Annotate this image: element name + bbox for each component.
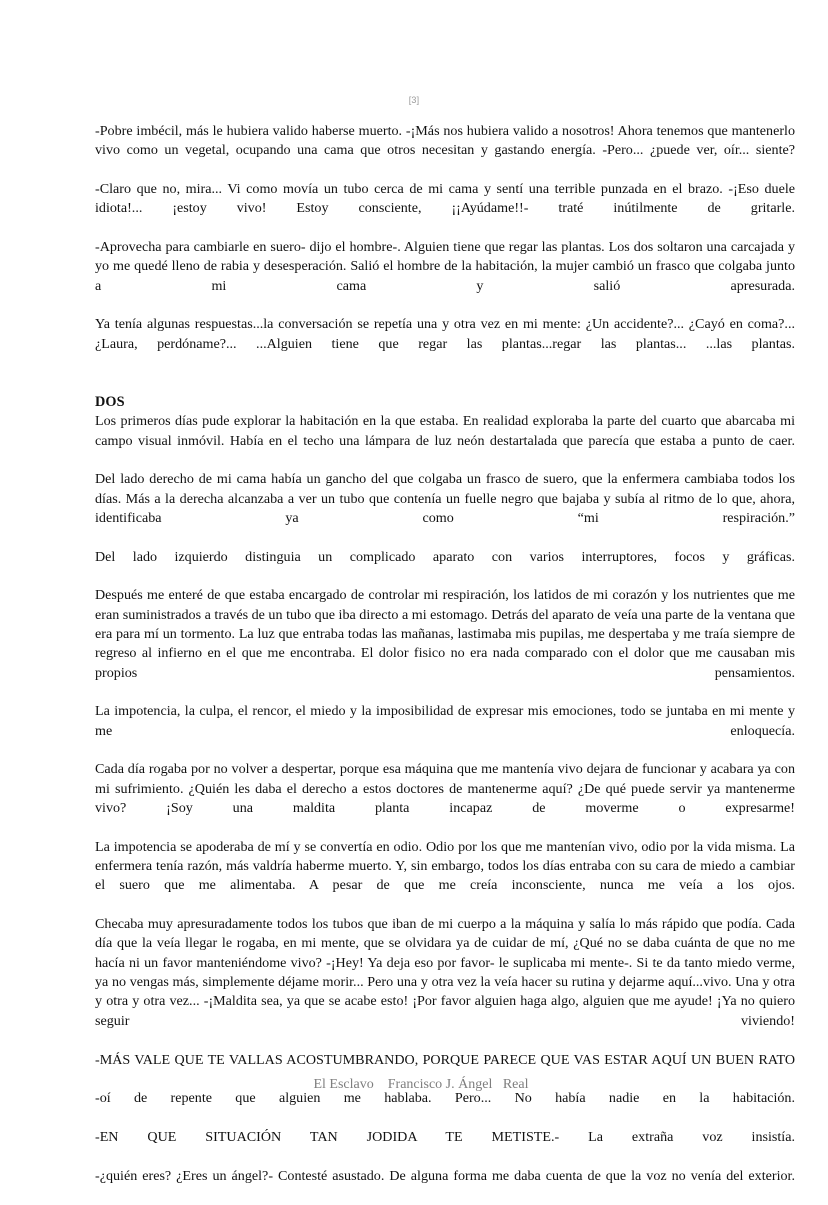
section-heading-dos: DOS xyxy=(95,393,125,410)
body-text-column xyxy=(95,122,795,1205)
paragraph: Ya tenía algunas respuestas...la conversación se repetía una y otra vez en mi mente: ¿Un accidente?... ¿Cayó en coma?... ¿Laura, perdóname?... ...Alguien tiene que regar las plantas...regar las plantas... ...las plantas. xyxy=(95,316,795,352)
paragraph: -¿quién eres? ¿Eres un ángel?- Contesté asustado. De alguna forma me daba cuenta de que la voz no venía del exterior. xyxy=(95,1167,795,1184)
paragraph: Checaba muy apresuradamente todos los tubos que iban de mi cuerpo a la máquina y salía lo más rápido que podía. Cada día que la veía llegar le rogaba, en mi mente, que se olvidara ya de cuidar de mí, ¿Qué no se daba cuánta de que no me hacía ni un favor manteniéndome vivo? -¡Hey! Ya deja eso por favor- le suplicaba mi mente-. Si te da tanto miedo verme, ya no vengas más, simplemente déjame morir... Pero una y otra vez la veía hacer su rutina y dejarme aquí...vivo. Una y otra y otra y otra vez... -¡Maldita sea, ya que se acabe esto! ¡Por favor alguien haga algo, alguien que me ayude! ¡Ya no quiero seguir viviendo! xyxy=(95,916,795,1029)
footer-text: El Esclavo Francisco J. Ángel Real xyxy=(313,1077,529,1092)
paragraph: -oí de repente que alguien me hablaba. Pero... No había nadie en la habitación. xyxy=(95,1090,795,1107)
paragraph: Los primeros días pude explorar la habitación en la que estaba. En realidad exploraba la parte del cuarto que abarcaba mi campo visual inmóvil. Había en el techo una lámpara de luz neón destartalada que parecía que estaba a punto de caer. xyxy=(95,413,795,449)
paragraph: La impotencia se apoderaba de mí y se convertía en odio. Odio por los que me mantenían vivo, odio por la vida misma. La enfermera tenía razón, más valdría haberme muerto. Y, sin embargo, todos los días entraba con su cara de miedo a cambiar el suero que me alimentaba. A pesar de que me creía inconsciente, nunca me veía a los ojos. xyxy=(95,838,795,894)
paragraph: -Claro que no, mira... Vi como movía un tubo cerca de mi cama y sentí una terrible punzada en el brazo. -¡Eso duele idiota!... ¡estoy vivo! Estoy consciente, ¡¡Ayúdame!!- traté inútilmente de gritarle. xyxy=(95,181,795,217)
paragraph: Cada día rogaba por no volver a despertar, porque esa máquina que me mantenía vivo dejara de funcionar y acabara ya con mi sufrimiento. ¿Quién les daba el derecho a estos doctores de mantenerme aquí? ¿De qué puede servir ya mantenerme vivo? ¡Soy una maldita planta incapaz de moverme o expresarme! xyxy=(95,761,795,817)
page-number-text: [3] xyxy=(408,95,420,105)
paragraph: Del lado izquierdo distinguia un complicado aparato con varios interruptores, focos y gráficas. xyxy=(95,548,795,565)
paragraph: La impotencia, la culpa, el rencor, el miedo y la imposibilidad de expresar mis emociones, todo se juntaba en mi mente y me enloquecía. xyxy=(95,703,795,739)
paragraph: Del lado derecho de mi cama había un gancho del que colgaba un frasco de suero, que la enfermera cambiaba todos los días. Más a la derecha alcanzaba a ver un tubo que contenía un fuelle negro que bajaba y subía al ritmo de lo que, ahora, identificaba ya como “mi respiración.” xyxy=(95,471,795,526)
paragraph: -Aprovecha para cambiarle en suero- dijo el hombre-. Alguien tiene que regar las plantas. Los dos soltaron una carcajada y yo me quedé lleno de rabia y desesperación. Salió el hombre de la habitación, la mujer cambió un frasco que colgaba junto a mi cama y salió apresurada. xyxy=(95,239,795,294)
page-footer xyxy=(0,1055,828,1115)
paragraph: -Pobre imbécil, más le hubiera valido haberse muerto. -¡Más nos hubiera valido a nosotros! Ahora tenemos que mantenerlo vivo como un vegetal, ocupando una cama que otros necesitan y gastando energía. -Pero... ¿puede ver, oír... siente? xyxy=(95,123,795,159)
section-spacer xyxy=(95,373,795,392)
paragraph: -EN QUE SITUACIÓN TAN JODIDA TE METISTE.- La extraña voz insistía. xyxy=(95,1128,795,1145)
paragraph: -MÁS VALE QUE TE VALLAS ACOSTUMBRANDO, PORQUE PARECE QUE VAS ESTAR AQUÍ UN BUEN RATO xyxy=(95,1051,795,1068)
page-number-header xyxy=(0,94,828,106)
paragraph: Después me enteré de que estaba encargado de controlar mi respiración, los latidos de mi corazón y los nutrientes que me eran suministrados a través de un tubo que iba directo a mi estomago. Detrás del aparato de veía una parte de la ventana que era para mí un tormento. La luz que entraba todas las mañanas, lastimaba mis pupilas, me despertaba y me traía siempre de regreso al infierno en el que me encontraba. El dolor fisico no era nada comparado con el dolor que me causaban mis propios pensamientos. xyxy=(95,587,795,681)
